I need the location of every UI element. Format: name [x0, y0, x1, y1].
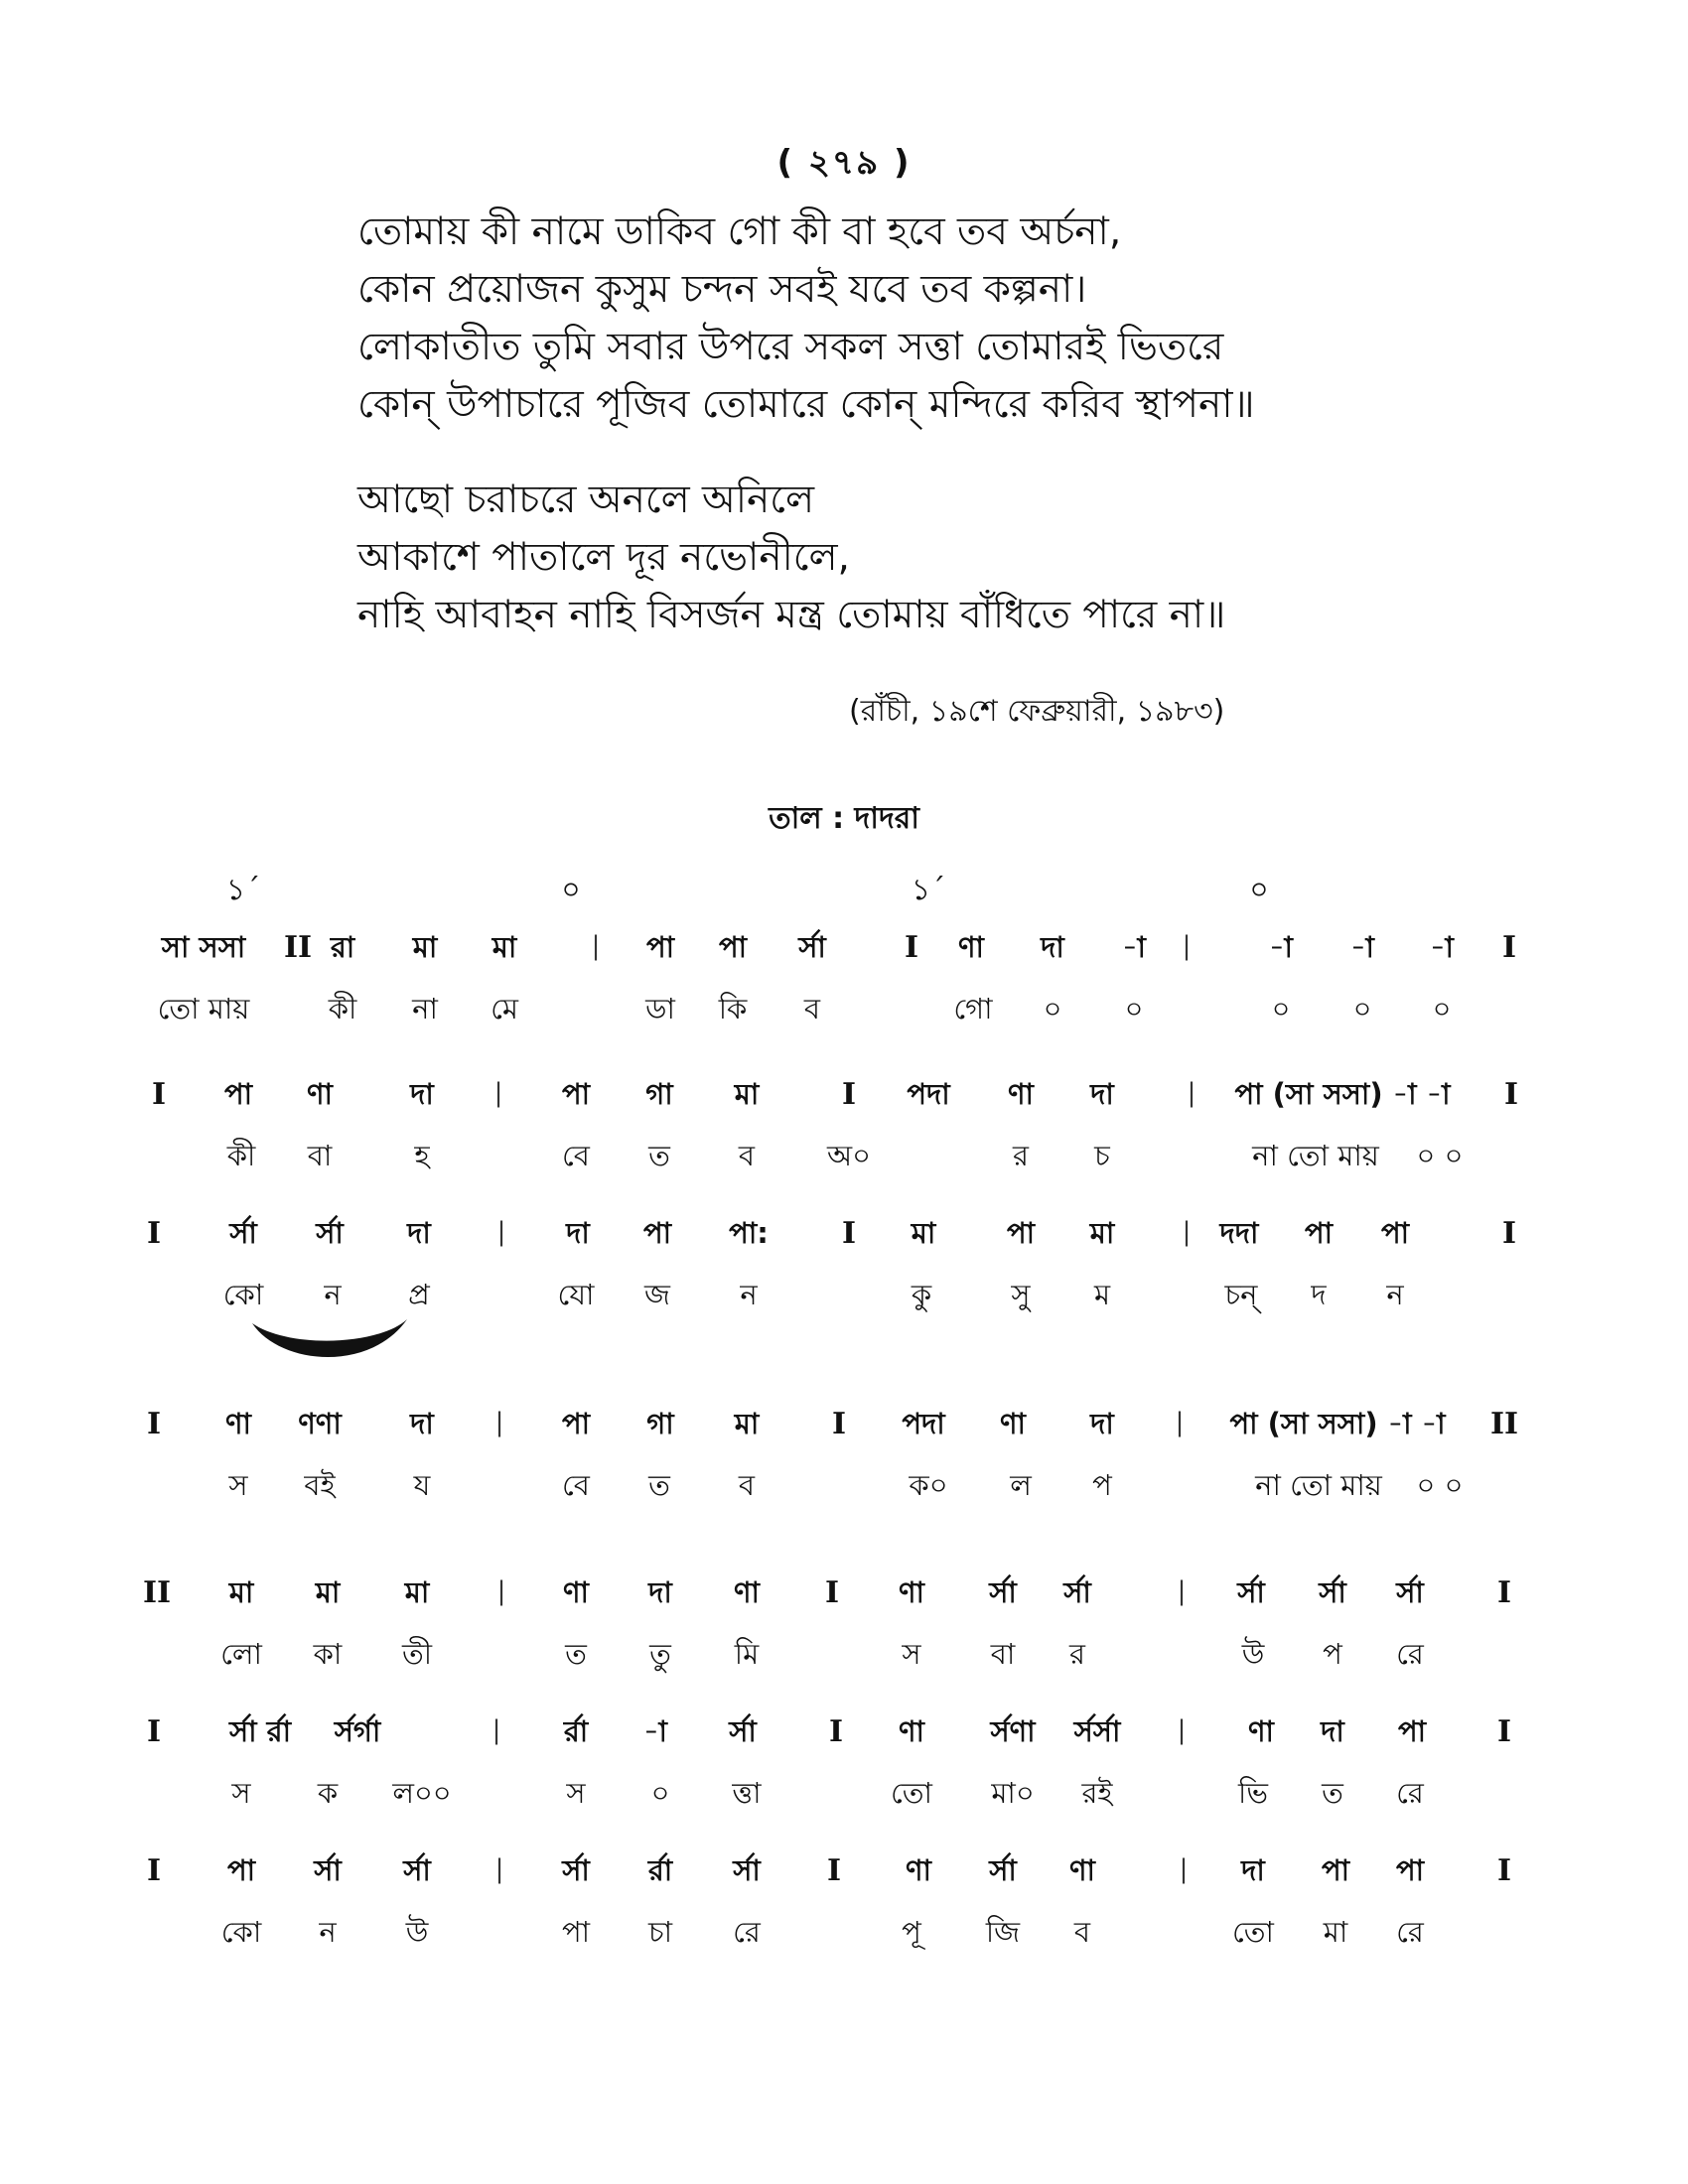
swara-note: মা: [412, 930, 438, 964]
lyric-syllable: উ: [405, 1915, 429, 1949]
swara-note: পা: [1380, 1216, 1410, 1250]
swara-note: র্সা র্রা: [228, 1714, 292, 1748]
lyric-syllable: বে: [562, 1468, 590, 1502]
swara-note: ণা: [225, 1407, 251, 1440]
lyric-syllable: ল০০: [392, 1776, 452, 1810]
bar-line: |: [1175, 1408, 1185, 1437]
lyric-syllable: তী: [401, 1637, 433, 1671]
swara-note: র্সণা: [990, 1714, 1036, 1748]
swara-note: র্সর্সা: [1073, 1714, 1121, 1748]
swara-note: -া: [1122, 930, 1146, 964]
lyric-syllable: ন: [1386, 1278, 1404, 1311]
swara-note: র্সা: [1396, 1575, 1424, 1609]
poem-line: নাহি আবাহন নাহি বিসর্জন মন্ত্র তোমায় বাঁধিতে পারে না॥: [357, 593, 1226, 637]
lyric-syllable: চা: [647, 1915, 673, 1949]
lyric-syllable: কী: [328, 992, 357, 1025]
lyric-syllable: উ: [1241, 1637, 1265, 1671]
swara-note: -া: [643, 1714, 667, 1748]
bar-line: |: [496, 1217, 506, 1247]
lyric-syllable: ত্তা: [732, 1776, 762, 1810]
swara-note: ণা: [1069, 1853, 1095, 1887]
bar-line: II: [283, 930, 313, 965]
swara-note: ণা: [899, 1714, 924, 1748]
poem-line: আছো চরাচরে অনলে অনিলে: [357, 478, 815, 522]
swara-note: মা: [1089, 1216, 1115, 1250]
swara-note: দা: [566, 1216, 590, 1250]
poem-line: কোন প্রয়োজন কুসুম চন্দন সবই যবে তব কল্পনা।: [357, 267, 1087, 312]
swara-note: র্সা: [229, 1216, 257, 1250]
swara-note: মা: [734, 1407, 760, 1440]
lyric-syllable: মা০: [991, 1776, 1035, 1810]
bar-line: I: [1496, 1575, 1512, 1610]
swara-note: ণা: [307, 1077, 333, 1111]
bar-line: II: [142, 1575, 172, 1610]
lyric-syllable: ক০: [909, 1468, 948, 1502]
bar-line: II: [1489, 1407, 1519, 1441]
lyric-syllable: সু: [1011, 1278, 1031, 1311]
swara-note: পা:: [729, 1216, 769, 1250]
bar-line: I: [841, 1077, 857, 1112]
swara-note: দা: [410, 1407, 434, 1440]
bar-line: I: [828, 1714, 844, 1749]
lyric-syllable: প: [1323, 1637, 1342, 1671]
swara-note: মা: [404, 1575, 430, 1609]
swara-note: পা: [718, 930, 748, 964]
swara-note: পা: [645, 930, 675, 964]
bar-line: |: [1177, 1576, 1187, 1606]
lyric-syllable: ম: [1093, 1278, 1111, 1311]
lyric-syllable: বা: [307, 1139, 333, 1172]
bar-line: I: [1496, 1714, 1512, 1749]
bar-line: I: [824, 1575, 840, 1610]
lyric-syllable: ব: [738, 1139, 756, 1172]
lyric-syllable: চন্: [1224, 1278, 1258, 1311]
lyric-syllable: বে: [562, 1139, 590, 1172]
swara-note: র্রা: [647, 1853, 673, 1887]
swara-note: -া: [1269, 930, 1293, 964]
bar-line: |: [1182, 1217, 1192, 1247]
swara-note: র্সা: [989, 1853, 1017, 1887]
lyric-syllable: র: [1069, 1637, 1085, 1671]
lyric-syllable: মি: [734, 1637, 760, 1671]
lyric-syllable: ত: [565, 1637, 587, 1671]
lyric-syllable: ০: [1352, 992, 1372, 1025]
poem-line: লোকাতীত তুমি সবার উপরে সকল সত্তা তোমারই ভিতরে: [357, 325, 1224, 369]
lyric-syllable: ব: [1073, 1915, 1091, 1949]
lyric-syllable: স: [566, 1776, 586, 1810]
swara-note: গা: [646, 1407, 674, 1440]
swara-note: র্সা: [1319, 1575, 1346, 1609]
swara-note: পা: [642, 1216, 672, 1250]
lyric-syllable: জ: [644, 1278, 670, 1311]
lyric-syllable: ত: [1322, 1776, 1343, 1810]
swara-note: ণা: [1248, 1714, 1274, 1748]
lyric-syllable: না: [412, 992, 438, 1025]
lyric-syllable: ০: [1432, 992, 1452, 1025]
lyric-syllable: কো: [220, 1915, 262, 1949]
swara-note: র্সা: [989, 1575, 1017, 1609]
swara-note: পা: [226, 1853, 256, 1887]
bar-line: I: [826, 1853, 842, 1888]
lyric-syllable: যো: [557, 1278, 595, 1311]
swara-note: দা: [410, 1077, 434, 1111]
bar-line: |: [494, 1408, 504, 1437]
bar-line: |: [492, 1715, 501, 1745]
swara-note: র্সা: [562, 1853, 590, 1887]
swara-note: র্সা: [316, 1216, 344, 1250]
lyric-syllable: ন: [740, 1278, 758, 1311]
beat-marker: ১´: [225, 873, 261, 907]
lyric-syllable: পা: [561, 1915, 591, 1949]
lyric-syllable: রে: [1396, 1776, 1424, 1810]
lyric-syllable: ০ ০: [1416, 1139, 1464, 1172]
swara-note: দা: [1090, 1407, 1114, 1440]
lyric-syllable: ন: [319, 1915, 337, 1949]
swara-note: পদা: [907, 1077, 950, 1111]
bar-line: I: [1496, 1853, 1512, 1888]
lyric-syllable: ন: [324, 1278, 342, 1311]
ink-blot: [250, 1315, 409, 1370]
bar-line: I: [151, 1077, 167, 1112]
lyric-syllable: কো: [222, 1278, 264, 1311]
lyric-syllable: গো: [953, 992, 993, 1025]
swara-note: মা: [734, 1077, 760, 1111]
lyric-syllable: রই: [1081, 1776, 1113, 1810]
swara-note: ণা: [563, 1575, 589, 1609]
bar-line: I: [146, 1714, 162, 1749]
lyric-syllable: কি: [718, 992, 748, 1025]
bar-line: |: [1187, 1078, 1196, 1108]
swara-note: র্সা: [729, 1714, 757, 1748]
swara-note: দা: [648, 1575, 672, 1609]
swara-note: গা: [645, 1077, 673, 1111]
poem-line: কোন্ উপাচারে পূজিব তোমারে কোন্ মন্দিরে করিব স্থাপনা॥: [357, 382, 1255, 427]
bar-line: |: [1179, 1854, 1189, 1884]
bar-line: I: [146, 1407, 162, 1441]
lyric-syllable: ক: [317, 1776, 339, 1810]
swara-note: পা (সা সসা) -া -া: [1229, 1407, 1446, 1440]
lyric-syllable: কু: [911, 1278, 932, 1311]
swara-note: ণা: [734, 1575, 760, 1609]
bar-line: I: [841, 1216, 857, 1251]
lyric-syllable: তো মায়: [157, 992, 250, 1025]
lyric-syllable: প্র: [408, 1278, 430, 1311]
swara-note: পা (সা সসা) -া -া: [1234, 1077, 1451, 1111]
bar-line: |: [493, 1078, 503, 1108]
poem-line: তোমায় কী নামে ডাকিব গো কী বা হবে তব অর্চনা,: [357, 209, 1122, 254]
bar-line: |: [1177, 1715, 1187, 1745]
lyric-syllable: লো: [220, 1637, 262, 1671]
lyric-syllable: র: [1013, 1139, 1029, 1172]
bar-line: I: [146, 1216, 162, 1251]
lyric-syllable: য: [413, 1468, 431, 1502]
swara-note: মা: [228, 1575, 254, 1609]
swara-note: দা: [1241, 1853, 1265, 1887]
bar-line: I: [904, 930, 919, 965]
swara-note: ণা: [899, 1575, 924, 1609]
lyric-syllable: বা: [990, 1637, 1016, 1671]
lyric-syllable: রে: [733, 1915, 761, 1949]
bar-line: I: [831, 1407, 847, 1441]
beat-marker: ০: [1249, 873, 1269, 907]
swara-note: পা: [223, 1077, 253, 1111]
swara-note: পা: [1321, 1853, 1350, 1887]
lyric-syllable: স: [231, 1776, 251, 1810]
swara-note: -া: [1430, 930, 1454, 964]
swara-note: মা: [315, 1575, 341, 1609]
swara-note: পা: [1304, 1216, 1334, 1250]
lyric-syllable: ০: [1043, 992, 1062, 1025]
bar-line: |: [496, 1576, 506, 1606]
bar-line: |: [591, 931, 601, 961]
swara-note: র্সা: [1063, 1575, 1091, 1609]
lyric-syllable: ল: [1010, 1468, 1032, 1502]
swara-note: ণা: [1008, 1077, 1034, 1111]
lyric-syllable: প: [1092, 1468, 1112, 1502]
swara-note: র্সা: [798, 930, 826, 964]
swara-note: পা: [1395, 1853, 1425, 1887]
lyric-syllable: রে: [1396, 1637, 1424, 1671]
swara-note: দা: [1090, 1077, 1114, 1111]
swara-note: দদা: [1219, 1216, 1259, 1250]
lyric-syllable: কা: [313, 1637, 343, 1671]
swara-note: পা: [1006, 1216, 1036, 1250]
lyric-syllable: হ: [414, 1139, 430, 1172]
swara-note: পা: [561, 1077, 591, 1111]
lyric-syllable: দ: [1311, 1278, 1327, 1311]
lyric-syllable: ত: [648, 1139, 670, 1172]
tala-heading: তাল : দাদরা: [769, 801, 919, 836]
lyric-syllable: রে: [1396, 1915, 1424, 1949]
swara-note: ণা: [906, 1853, 931, 1887]
swara-note: সা সসা: [161, 930, 246, 964]
swara-note: পা: [561, 1407, 591, 1440]
lyric-syllable: পূ: [902, 1915, 921, 1949]
page-number: ( ২৭৯ ): [776, 143, 912, 183]
swara-note: র্সা: [733, 1853, 761, 1887]
lyric-syllable: ব: [738, 1468, 756, 1502]
swara-note: দা: [407, 1216, 431, 1250]
lyric-syllable: স: [228, 1468, 248, 1502]
lyric-syllable: ০: [650, 1776, 670, 1810]
lyric-syllable: না তো মায়: [1255, 1468, 1382, 1502]
lyric-syllable: তো: [891, 1776, 932, 1810]
swara-note: দা: [1041, 930, 1064, 964]
lyric-syllable: মে: [491, 992, 518, 1025]
swara-note: ণণা: [298, 1407, 342, 1440]
bar-line: |: [494, 1854, 504, 1884]
lyric-syllable: ০: [1124, 992, 1144, 1025]
lyric-syllable: ত: [648, 1468, 670, 1502]
swara-note: মা: [492, 930, 517, 964]
swara-note: র্সা: [314, 1853, 342, 1887]
lyric-syllable: না তো মায়: [1252, 1139, 1379, 1172]
lyric-syllable: মা: [1323, 1915, 1348, 1949]
swara-note: র্সা: [403, 1853, 431, 1887]
swara-note: রা: [330, 930, 355, 964]
bar-line: I: [1503, 1077, 1519, 1112]
lyric-syllable: ভি: [1238, 1776, 1268, 1810]
lyric-syllable: স: [902, 1637, 921, 1671]
swara-note: র্সর্গা: [334, 1714, 381, 1748]
swara-note: ণা: [1000, 1407, 1026, 1440]
bar-line: |: [1182, 931, 1192, 961]
source-note: (রাঁচী, ১৯শে ফেব্রুয়ারী, ১৯৮৩): [849, 694, 1225, 729]
swara-note: র্রা: [563, 1714, 589, 1748]
swara-note: মা: [911, 1216, 936, 1250]
lyric-syllable: ০ ০: [1416, 1468, 1464, 1502]
lyric-syllable: তো: [1232, 1915, 1274, 1949]
swara-note: -া: [1350, 930, 1374, 964]
bar-line: I: [1501, 930, 1517, 965]
swara-note: পা: [1397, 1714, 1427, 1748]
poem-line: আকাশে পাতালে দূর নভোনীলে,: [357, 535, 850, 580]
lyric-syllable: অ০: [827, 1139, 871, 1172]
swara-note: দা: [1321, 1714, 1344, 1748]
swara-note: র্সা: [1237, 1575, 1265, 1609]
beat-marker: ১´: [911, 873, 946, 907]
bar-line: I: [146, 1853, 162, 1888]
lyric-syllable: ডা: [645, 992, 675, 1025]
lyric-syllable: বই: [304, 1468, 336, 1502]
lyric-syllable: ব: [803, 992, 821, 1025]
swara-note: পদা: [902, 1407, 945, 1440]
lyric-syllable: চ: [1094, 1139, 1110, 1172]
lyric-syllable: কী: [226, 1139, 256, 1172]
lyric-syllable: ০: [1271, 992, 1291, 1025]
bar-line: I: [1501, 1216, 1517, 1251]
beat-marker: ০: [561, 873, 581, 907]
swara-note: ণা: [958, 930, 984, 964]
lyric-syllable: তু: [649, 1637, 671, 1671]
lyric-syllable: জি: [985, 1915, 1021, 1949]
